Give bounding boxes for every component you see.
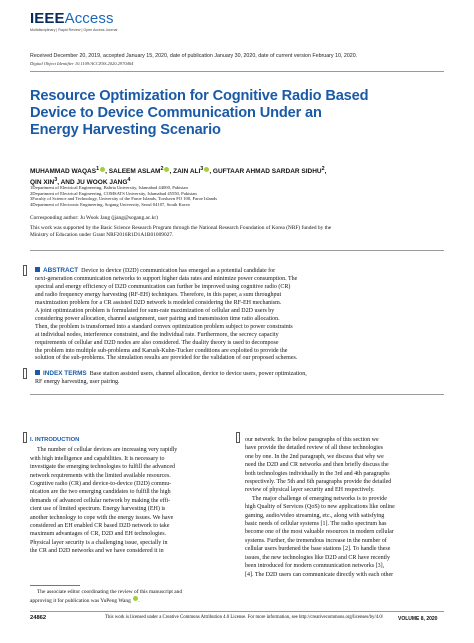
body-line: Cognitive radio (CR) and device-to-device (D2D) commu- (30, 481, 172, 488)
orcid-icon[interactable] (100, 167, 105, 172)
funding-note (30, 225, 440, 239)
right-column (245, 436, 443, 579)
author-name: , GUFTAAR AHMAD SARDAR SIDHU (209, 168, 322, 176)
abstract-line: at individual nodes, interference constraint, and the individual rate. Furthermore, the secrecy capacity (35, 331, 279, 338)
title-line: Energy Harvesting Scenario (30, 122, 221, 138)
body-line: maximum advantages of CR, D2D and EH technologies. (30, 531, 167, 538)
author-name: , SALEEM ASLAM (105, 168, 161, 176)
body-line: become one of the most valuable resources in modern cellular (245, 529, 394, 536)
page-number: 24862 (30, 615, 47, 621)
body-line: considered an EH enabled CR based D2D network to take (30, 523, 170, 530)
index-terms-line: INDEX TERMS Base station assisted users, channel allocation, device to device users, power optimization, (35, 370, 443, 379)
expand-toggle-icon[interactable] (23, 265, 27, 276)
abstract-line: next-generation communication networks to support higher data rates and minimize power consumption. The (35, 275, 298, 282)
body-line: the CR and D2D networks and we have considered it in (30, 548, 164, 555)
expand-toggle-icon[interactable] (23, 368, 27, 379)
body-line: nication are the two emerging candidates to fulfill the high (30, 489, 171, 496)
author-line (30, 165, 450, 176)
body-line: another technology to cope with the energy issues. We have (30, 514, 174, 521)
affiliations (30, 185, 217, 208)
body-top-divider (30, 394, 444, 395)
affiliation-line: 1Department of Electrical Engineering, Bahria University, Islamabad 44000, Pakistan (30, 185, 188, 190)
affiliation-line: 4Department of Electronic Engineering, Sogang University, Seoul 04107, South Korea (30, 202, 190, 208)
license-text: This work is licensed under a Creative Commons Attribution 4.0 License. For more information, see http://creativecommons.org/licenses/by/4.0/ (105, 615, 384, 620)
body-line: cient use of limited spectrum. Energy harvesting (EH) is (30, 506, 166, 513)
body-line: gaming, audio/video streaming, etc., along with satisfying (245, 512, 385, 519)
section-marker-icon (35, 267, 40, 272)
orcid-icon[interactable] (133, 596, 138, 601)
funding-line: This work was supported by the Basic Science Research Program through the National Research Foundation of Korea (NRF) funded by the (30, 225, 332, 231)
logo-tagline: Multidisciplinary | Rapid Review | Open Access Journal (30, 28, 118, 32)
editor-footnote (30, 589, 228, 605)
body-line: cellular users burdened the base stations [2]. To handle these (245, 546, 391, 553)
body-line: demands of advanced cellular network by making the effi- (30, 497, 171, 504)
abstract-line: ABSTRACT Device to device (D2D) communication has emerged as a potential candidate for (35, 267, 443, 276)
body-line: investigate the emerging technologies to fulfill the advanced (30, 464, 176, 471)
abstract-top-divider (30, 250, 444, 251)
author-name: MUHAMMAD WAQAS (30, 168, 97, 176)
abstract (35, 267, 443, 363)
affiliation-line: 2Department of Electrical Engineering, COMSATS University, Islamabad 45550, Pakistan (30, 190, 197, 196)
author-affil-mark: 1 (96, 166, 100, 172)
volume-label: VOLUME 8, 2020 (398, 616, 438, 622)
author-affil-mark: 2 (321, 166, 325, 172)
corresponding-author: Corresponding author: Ju Wook Jang (jjang@sogang.ac.kr) (30, 215, 158, 221)
journal-logo (30, 11, 150, 37)
header-divider (30, 71, 444, 72)
index-terms-label: INDEX TERMS (43, 370, 87, 377)
abstract-line: maximization problem for a CR assisted D2D network is modeled considering the RF-EH mechanism. (35, 299, 282, 306)
doi-line: Digital Object Identifier 10.1109/ACCESS.2020.2970464 (30, 61, 134, 66)
abstract-line: solution of the sub-problems. The simulation results are provided for the validation of our proposed schemes. (35, 355, 298, 362)
body-line: high Quality of Services (QoS) to new applications like online (245, 504, 395, 511)
index-terms-line: RF energy harvesting, user pairing. (35, 378, 120, 385)
expand-toggle-icon[interactable] (236, 432, 240, 443)
body-line: need the D2D and CR networks and then briefly discuss the (245, 462, 389, 469)
body-line: Physical layer security is a challenging issue, specially in (30, 539, 168, 546)
author-affil-mark: 2 (160, 166, 164, 172)
body-line: review of physical layer security and EH respectively. (245, 487, 375, 494)
funding-line: Ministry of Education under Grant NRF2016R1D1A1B01009027. (30, 232, 174, 238)
footnote-line: The associate editor coordinating the review of this manuscript and (37, 589, 183, 595)
section-heading: I. INTRODUCTION (30, 437, 80, 443)
body-line: The number of cellular devices are increasing very rapidly (37, 447, 178, 454)
abstract-label: ABSTRACT (43, 267, 79, 274)
author-name: , AND JU WOOK JANG (57, 179, 128, 187)
abstract-line: considering power allocation, channel assignment, user pairing and transmission time ratio allocation. (35, 315, 280, 322)
author-separator: , (324, 168, 327, 176)
author-affil-mark: 3 (200, 166, 204, 172)
body-line: both technologies individually in the 3rd and 4th paragraphs (245, 470, 390, 477)
body-line: respectively. The 5th and 6th paragraphs provide the detailed (245, 479, 392, 486)
abstract-line: the problem into multiple sub-problems and Karush-Kuhn-Tucker conditions are exploited to provide the (35, 347, 288, 354)
abstract-line: spectral and energy efficiency of D2D communication can further be improved using cognitive radio (CR) (35, 283, 291, 290)
logo-access: Access (64, 10, 114, 27)
title-line: Device to Device Communication Under an (30, 105, 322, 121)
footnote-divider (30, 585, 80, 586)
body-line: issues, the new technologies like D2D and CR have recently (245, 554, 390, 561)
affiliation-line: 3Faculty of Science and Technology, University of the Faroe Islands, Torshavn FO 100, Faroe Islands (30, 196, 218, 202)
logo-ieee: IEEE (30, 10, 65, 27)
body-line: The major challenge of emerging networks is to provide (252, 495, 387, 502)
index-terms (35, 370, 443, 387)
author-list (30, 165, 450, 187)
abstract-line: Then, the problem is transformed into a standard convex optimization problem subject to power constraints (35, 323, 293, 330)
author-name: , ZAIN ALI (169, 168, 201, 176)
expand-toggle-icon[interactable] (23, 432, 27, 443)
paper-title (30, 88, 390, 139)
body-line: with high intelligence and capabilities. It is necessary to (30, 455, 165, 462)
left-column (30, 436, 228, 556)
footer-divider (30, 611, 444, 612)
body-line: been introduced for modern communication networks [3], (245, 563, 385, 570)
body-line: one by one. In the 2nd paragraph, we discuss that why we (245, 453, 384, 460)
body-line: our network. In the below paragraphs of this section we (245, 437, 379, 443)
footnote-line: approving it for publication was YuPeng Wang . (30, 598, 140, 604)
body-line: systems. Further, the tremendous increase in the number of (245, 537, 387, 544)
author-affil-mark: 4 (127, 177, 131, 184)
publication-dates: Received December 20, 2019, accepted January 15, 2020, date of publication January 30, 2020, date of current version February 10, 2020. (30, 53, 358, 59)
body-line: basic needs of cellular systems [1]. The radio spectrum has (245, 521, 387, 528)
body-line: [4]. The D2D users can communicate directly with each other (245, 571, 394, 578)
author-affil-mark: 3 (54, 177, 58, 184)
body-line: network requirements with the limited available resources. (30, 472, 171, 479)
abstract-line: A joint optimization problem is formulated for sum-rate maximization of cellular and D2D users by (35, 307, 275, 314)
abstract-line: requirements of cellular and D2D nodes are also considered. The duality theory is used to decompose (35, 339, 279, 346)
author-name: QIN XIN (30, 179, 55, 187)
section-marker-icon (35, 370, 40, 375)
body-line: have provide the detailed review of all these technologies (245, 445, 383, 452)
title-line: Resource Optimization for Cognitive Radio Based (30, 88, 369, 104)
abstract-line: and radio frequency energy harvesting (RF-EH) techniques. Therefore, in this paper, a sum throughput (35, 291, 282, 298)
